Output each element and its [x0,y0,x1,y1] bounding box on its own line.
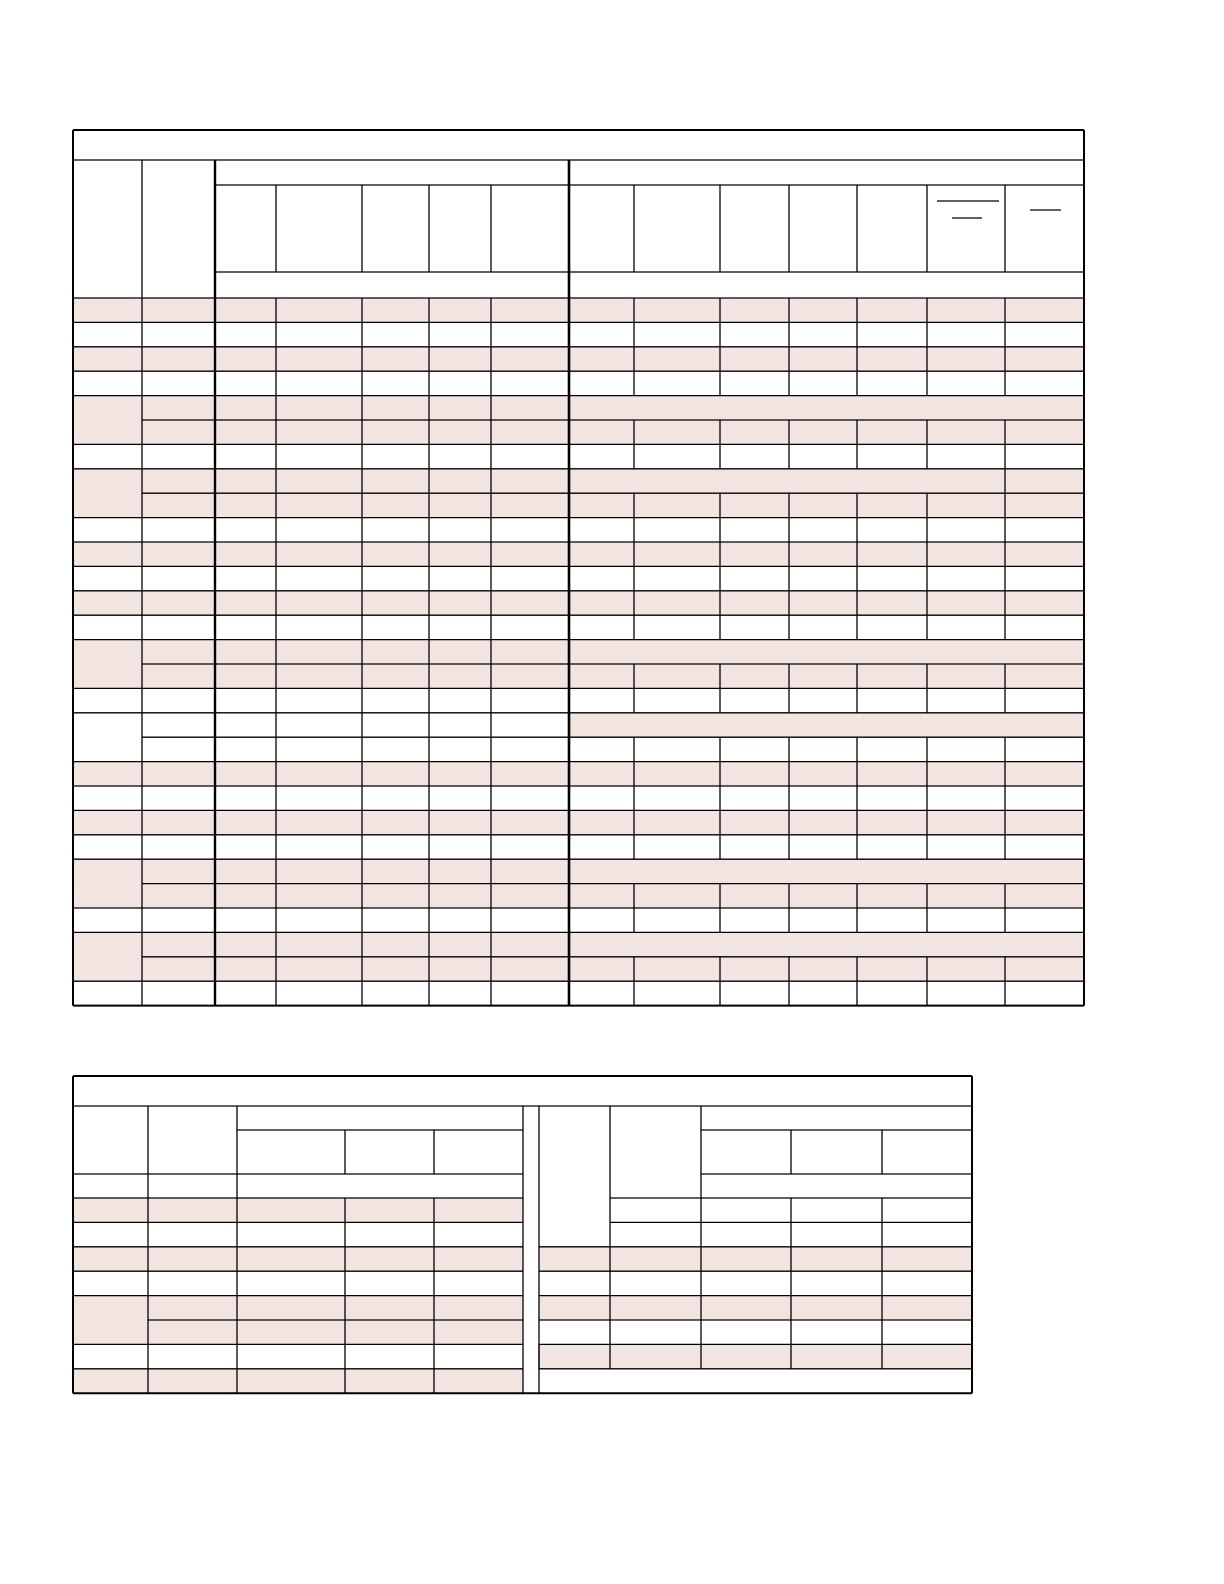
shaded-row [142,420,1084,444]
shaded-row [142,884,1084,908]
shaded-row [539,1247,972,1271]
shaded-row [142,957,1084,981]
shaded-cell [73,396,142,420]
shaded-row [73,762,1084,786]
shaded-cell [73,420,142,444]
shaded-cell [73,859,142,883]
shaded-row [539,1344,972,1368]
shaded-cell [73,493,142,517]
shaded-row [73,591,1084,615]
shaded-row [73,1320,523,1344]
shaded-row [73,1247,523,1271]
shaded-row [142,493,1084,517]
shaded-row [142,859,1084,883]
shaded-row [539,1296,972,1320]
shaded-row [142,932,1084,956]
shaded-cell [73,932,142,956]
shaded-row [142,396,1084,420]
shaded-row [73,1198,523,1222]
shaded-cell [73,469,142,493]
shaded-row [73,1296,523,1320]
shaded-span [569,713,1084,737]
shaded-cell [73,664,142,688]
shaded-cell [73,640,142,664]
shaded-cell [73,884,142,908]
shaded-row [142,664,1084,688]
shaded-row [73,347,1084,371]
shaded-row [142,640,1084,664]
shaded-row [73,542,1084,566]
shaded-row [73,1369,523,1393]
shaded-row [73,298,1084,322]
shaded-row [73,810,1084,834]
shaded-row [142,469,1084,493]
shaded-cell [73,957,142,981]
